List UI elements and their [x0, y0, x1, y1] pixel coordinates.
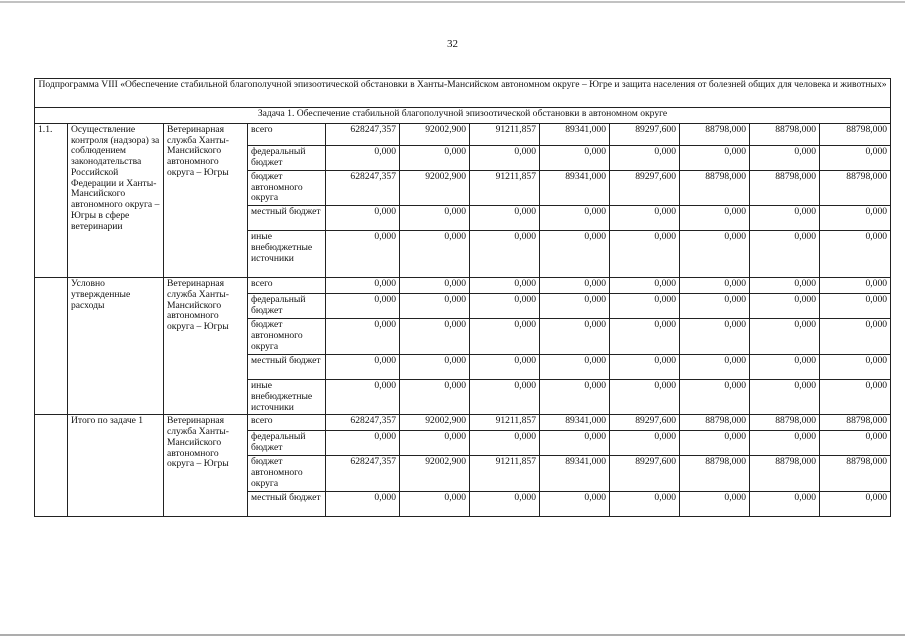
amount-cell: 0,000	[820, 431, 891, 456]
amount-cell: 88798,000	[820, 456, 891, 492]
amount-cell: 0,000	[680, 431, 750, 456]
amount-cell: 88798,000	[820, 415, 891, 431]
amount-cell: 628247,357	[326, 456, 400, 492]
amount-cell: 89341,000	[540, 456, 610, 492]
amount-cell: 0,000	[820, 355, 891, 380]
amount-cell: 0,000	[326, 278, 400, 294]
funding-source: иные внебюджетные источники	[248, 231, 326, 278]
amount-cell: 0,000	[326, 206, 400, 231]
amount-cell: 0,000	[750, 206, 820, 231]
amount-cell: 89341,000	[540, 415, 610, 431]
amount-cell: 628247,357	[326, 124, 400, 146]
amount-cell: 0,000	[610, 492, 680, 517]
amount-cell: 0,000	[610, 231, 680, 278]
page-number: 32	[447, 38, 458, 50]
amount-cell: 0,000	[750, 146, 820, 171]
amount-cell: 0,000	[400, 319, 470, 355]
amount-cell: 0,000	[610, 146, 680, 171]
amount-cell: 0,000	[470, 492, 540, 517]
executor: Ветеринарная служба Ханты-Мансийского автономного округа – Югры	[164, 124, 248, 278]
amount-cell: 0,000	[470, 431, 540, 456]
amount-cell: 88798,000	[820, 171, 891, 206]
amount-cell: 0,000	[326, 492, 400, 517]
table-row	[35, 278, 891, 294]
amount-cell: 0,000	[540, 278, 610, 294]
amount-cell: 92002,900	[400, 124, 470, 146]
amount-cell: 0,000	[400, 294, 470, 319]
amount-cell: 0,000	[820, 206, 891, 231]
funding-source: местный бюджет	[248, 355, 326, 380]
scan-edge-bottom	[0, 634, 905, 636]
amount-cell: 0,000	[680, 492, 750, 517]
amount-cell: 0,000	[820, 231, 891, 278]
amount-cell: 88798,000	[820, 124, 891, 146]
amount-cell: 0,000	[820, 380, 891, 415]
amount-cell: 91211,857	[470, 415, 540, 431]
amount-cell: 0,000	[540, 206, 610, 231]
amount-cell: 0,000	[610, 278, 680, 294]
amount-cell: 89341,000	[540, 124, 610, 146]
program-header-row	[35, 79, 891, 108]
amount-cell: 0,000	[400, 206, 470, 231]
amount-cell: 88798,000	[750, 171, 820, 206]
amount-cell: 0,000	[750, 355, 820, 380]
amount-cell: 0,000	[750, 431, 820, 456]
amount-cell: 0,000	[750, 231, 820, 278]
amount-cell: 88798,000	[750, 415, 820, 431]
row-code	[35, 415, 68, 517]
amount-cell: 89297,600	[610, 456, 680, 492]
amount-cell: 92002,900	[400, 171, 470, 206]
amount-cell: 89341,000	[540, 171, 610, 206]
amount-cell: 0,000	[680, 319, 750, 355]
amount-cell: 628247,357	[326, 415, 400, 431]
amount-cell: 91211,857	[470, 456, 540, 492]
funding-source: федеральный бюджет	[248, 431, 326, 456]
amount-cell: 0,000	[540, 492, 610, 517]
amount-cell: 0,000	[470, 146, 540, 171]
amount-cell: 91211,857	[470, 171, 540, 206]
funding-source: всего	[248, 278, 326, 294]
amount-cell: 88798,000	[680, 171, 750, 206]
amount-cell: 0,000	[326, 319, 400, 355]
amount-cell: 0,000	[400, 355, 470, 380]
amount-cell: 0,000	[750, 294, 820, 319]
amount-cell: 0,000	[470, 355, 540, 380]
funding-source: местный бюджет	[248, 492, 326, 517]
amount-cell: 0,000	[750, 319, 820, 355]
amount-cell: 0,000	[400, 492, 470, 517]
amount-cell: 89297,600	[610, 415, 680, 431]
funding-source: всего	[248, 415, 326, 431]
amount-cell: 0,000	[680, 206, 750, 231]
amount-cell: 0,000	[820, 146, 891, 171]
amount-cell: 0,000	[470, 294, 540, 319]
row-code: 1.1.	[35, 124, 68, 278]
amount-cell: 0,000	[750, 492, 820, 517]
amount-cell: 89297,600	[610, 124, 680, 146]
executor: Ветеринарная служба Ханты-Мансийского автономного округа – Югры	[164, 415, 248, 517]
amount-cell: 0,000	[326, 380, 400, 415]
table-row	[35, 415, 891, 431]
amount-cell: 0,000	[750, 380, 820, 415]
amount-cell: 0,000	[750, 278, 820, 294]
amount-cell: 0,000	[680, 278, 750, 294]
row-code	[35, 278, 68, 415]
executor: Ветеринарная служба Ханты-Мансийского автономного округа – Югры	[164, 278, 248, 415]
amount-cell: 0,000	[610, 294, 680, 319]
amount-cell: 0,000	[610, 319, 680, 355]
amount-cell: 0,000	[540, 231, 610, 278]
amount-cell: 0,000	[820, 294, 891, 319]
program-header: Подпрограмма VIII «Обеспечение стабильной благополучной эпизоотической обстановки в Ханты-Мансийском автономном округе – Югре и защита населения от болезней общих для человека и животных»	[35, 79, 891, 108]
amount-cell: 0,000	[540, 380, 610, 415]
amount-cell: 0,000	[400, 231, 470, 278]
amount-cell: 0,000	[680, 146, 750, 171]
amount-cell: 88798,000	[750, 456, 820, 492]
amount-cell: 88798,000	[680, 456, 750, 492]
funding-source: бюджет автономного округа	[248, 171, 326, 206]
amount-cell: 0,000	[610, 206, 680, 231]
amount-cell: 0,000	[470, 380, 540, 415]
measure-name: Осуществление контроля (надзора) за соблюдением законодательства Российской Федерации и Ханты-Мансийского автономного округа – Югры в сфере ветеринарии	[68, 124, 164, 278]
amount-cell: 88798,000	[680, 415, 750, 431]
amount-cell: 0,000	[326, 431, 400, 456]
funding-source: бюджет автономного округа	[248, 319, 326, 355]
measure-name: Итого по задаче 1	[68, 415, 164, 517]
amount-cell: 0,000	[680, 231, 750, 278]
table-row	[35, 124, 891, 146]
amount-cell: 0,000	[400, 380, 470, 415]
amount-cell: 0,000	[540, 294, 610, 319]
amount-cell: 0,000	[610, 380, 680, 415]
amount-cell: 0,000	[326, 231, 400, 278]
amount-cell: 89297,600	[610, 171, 680, 206]
task-header-row	[35, 108, 891, 124]
amount-cell: 0,000	[470, 278, 540, 294]
amount-cell: 0,000	[400, 431, 470, 456]
amount-cell: 0,000	[326, 146, 400, 171]
amount-cell: 0,000	[540, 146, 610, 171]
funding-source: всего	[248, 124, 326, 146]
scan-edge-top	[0, 1, 905, 3]
amount-cell: 0,000	[820, 492, 891, 517]
amount-cell: 91211,857	[470, 124, 540, 146]
amount-cell: 0,000	[470, 206, 540, 231]
amount-cell: 88798,000	[750, 124, 820, 146]
amount-cell: 0,000	[540, 355, 610, 380]
amount-cell: 0,000	[400, 146, 470, 171]
amount-cell: 0,000	[820, 278, 891, 294]
amount-cell: 92002,900	[400, 456, 470, 492]
amount-cell: 0,000	[680, 355, 750, 380]
budget-table	[34, 78, 891, 517]
amount-cell: 0,000	[400, 278, 470, 294]
amount-cell: 0,000	[680, 294, 750, 319]
funding-source: бюджет автономного округа	[248, 456, 326, 492]
amount-cell: 0,000	[540, 319, 610, 355]
amount-cell: 0,000	[610, 431, 680, 456]
funding-source: федеральный бюджет	[248, 294, 326, 319]
amount-cell: 0,000	[540, 431, 610, 456]
amount-cell: 0,000	[326, 294, 400, 319]
funding-source: иные внебюджетные источники	[248, 380, 326, 415]
amount-cell: 0,000	[470, 231, 540, 278]
amount-cell: 92002,900	[400, 415, 470, 431]
amount-cell: 88798,000	[680, 124, 750, 146]
amount-cell: 0,000	[680, 380, 750, 415]
amount-cell: 0,000	[470, 319, 540, 355]
funding-source: федеральный бюджет	[248, 146, 326, 171]
amount-cell: 0,000	[326, 355, 400, 380]
funding-source: местный бюджет	[248, 206, 326, 231]
amount-cell: 628247,357	[326, 171, 400, 206]
measure-name: Условно утвержденные расходы	[68, 278, 164, 415]
amount-cell: 0,000	[610, 355, 680, 380]
task-header: Задача 1. Обеспечение стабильной благополучной эпизоотической обстановки в автономном округе	[35, 108, 891, 124]
amount-cell: 0,000	[820, 319, 891, 355]
